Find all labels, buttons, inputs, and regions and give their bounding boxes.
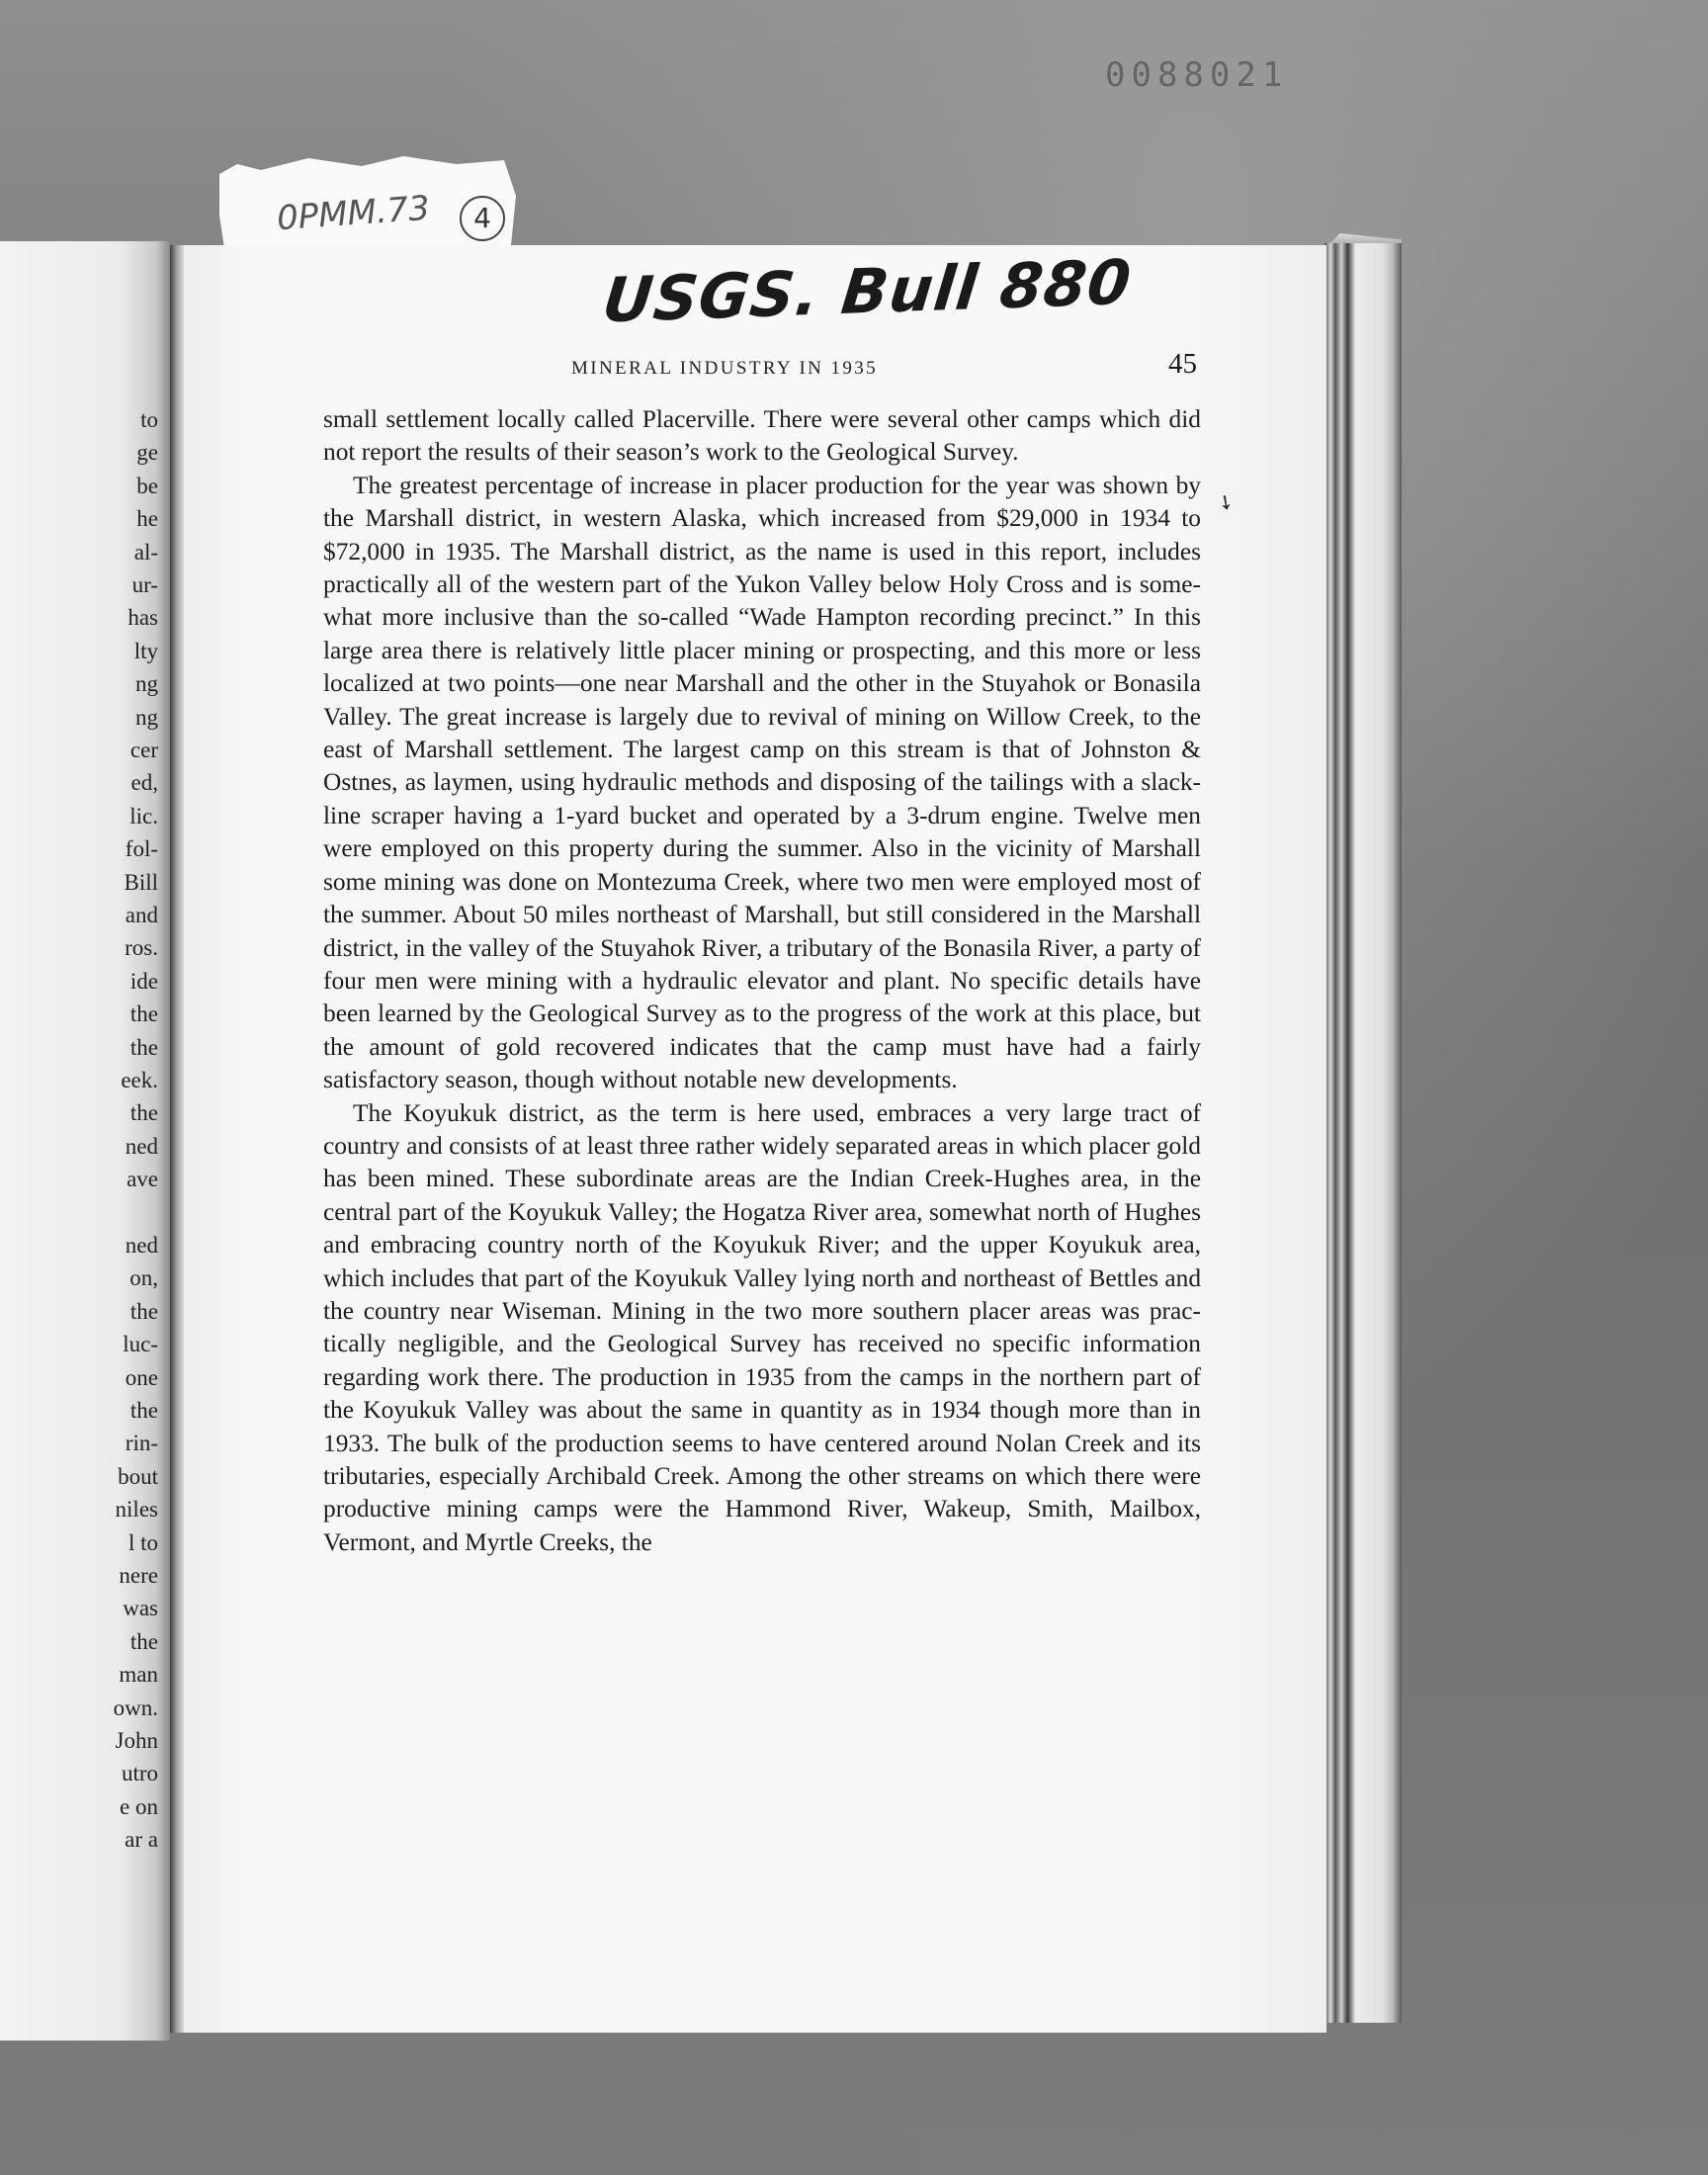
left-page-fragment: rin- bbox=[125, 1431, 158, 1456]
document-number-stamp: 0088021 bbox=[1105, 55, 1289, 95]
left-page-fragment: e on bbox=[120, 1793, 158, 1819]
left-page-fragment: ned bbox=[125, 1133, 158, 1159]
left-page-fragment: luc- bbox=[123, 1332, 158, 1357]
left-page-fragment: nere bbox=[119, 1563, 158, 1588]
left-page-fragment: has bbox=[128, 605, 158, 631]
left-page-fragment: the bbox=[129, 1034, 158, 1060]
left-page-fragment: ng bbox=[135, 704, 158, 730]
left-page-fragment: al- bbox=[133, 539, 158, 565]
left-page-fragment: one bbox=[125, 1364, 158, 1390]
left-page-fragment: was bbox=[123, 1596, 158, 1621]
left-page-fragment: lic. bbox=[129, 803, 158, 828]
left-page-fragment: he bbox=[136, 506, 158, 532]
left-page-fragment: own. bbox=[113, 1695, 158, 1720]
left-page-fragment: the bbox=[129, 1001, 158, 1027]
left-page-fragment: John bbox=[115, 1728, 158, 1753]
left-page-fragment: ur- bbox=[131, 572, 158, 597]
left-page-fragment: lty bbox=[133, 638, 158, 663]
left-page-fragment: ge bbox=[136, 440, 158, 466]
left-page-fragment: and bbox=[125, 903, 158, 927]
left-page-fragment: to bbox=[140, 407, 158, 432]
tag-label: 0PMM.73 bbox=[275, 188, 432, 239]
body-text bbox=[323, 403, 1201, 1559]
paragraph: The Koyukuk district, as the term is here used, embraces a very large tract of country and consists of at least three rather widely separated areas in which placer gold has been mined. These subordinate areas are the Indian Creek-Hughes area, in the central part of the Koyukuk Valley; the Hogatza River area, somewhat north of Hughes and embracing country north of the Koyukuk River; and the upper Koyukuk area, which includes that part of the Koyukuk Valley lying north and northeast of Bettles and the country near Wiseman. Mining in the two more southern placer areas was practically negligible, and the Geological Survey has received no specific information regarding work there. The production in 1935 from the camps in the northern part of the Koyukuk Valley was about the same in quantity as in 1934 though more than in 1933. The bulk of the production seems to have centered around Nolan Creek and its tributaries, especially Archibald Creek. Among the other streams on which there were productive mining camps were the Hammond River, Wakeup, Smith, Mailbox, Vermont, and Myrtle Creeks, the bbox=[323, 1098, 1202, 1556]
left-page-fragment: the bbox=[129, 1398, 158, 1423]
left-page-fragment: ar a bbox=[125, 1827, 158, 1853]
stray-mark-icon: ➘ bbox=[1212, 487, 1240, 517]
left-page-fragment: ng bbox=[135, 671, 158, 697]
handwritten-annotation: USGS. Bull 880 bbox=[599, 245, 1136, 337]
book-page-edges bbox=[1324, 243, 1402, 2023]
left-page-fragment: the bbox=[129, 1628, 158, 1654]
left-page-fragment: ned bbox=[125, 1233, 158, 1258]
paragraph: small settlement locally called Placerville. There were several other camps which did not report the results of their season’s work to the Geological Survey. bbox=[323, 405, 1201, 467]
left-page-fragment: the bbox=[129, 1100, 158, 1126]
left-page-fragment: ros. bbox=[125, 935, 158, 961]
left-page-fragment: Bill bbox=[124, 869, 158, 895]
left-page-fragment: ave bbox=[127, 1167, 158, 1192]
left-page-edge bbox=[0, 241, 170, 2041]
left-page-fragment: be bbox=[136, 473, 158, 498]
left-page-fragment: niles bbox=[115, 1497, 158, 1522]
left-page-fragment: on, bbox=[129, 1265, 158, 1291]
left-page-fragment: ed, bbox=[130, 770, 158, 796]
paragraph: The greatest percentage of increase in placer production for the year was shown by the Marshall district, in western Alaska, which increased from $29,000 in 1934 to $72,000 in 1935. The Marshall district, as the name is used in this report, includes practically all of the western part of the Yukon Valley below Holy Cross and is somewhat more inclusive than the so-called “Wade Hampton recording precinct.” In this large area there is relatively little placer mining or prospecting, and this more or less localized at two points—one near Marshall and the other in the Stuyahok or Bonasila Valley. The great increase is largely due to revival of mining on Willow Creek, to the east of Marshall settlement. The largest camp on this stream is that of Johnston & Ostnes, as laymen, using hydraulic methods and disposing of the tailings with a slack-line scraper having a 1-yard bucket and operated by a 3-drum engine. Twelve men were employed on this property during the summer. Also in the vicinity of Marshall some mining was done on Montezuma Creek, where two men were employed most of the summer. About 50 miles northeast of Marshall, but still considered in the Marshall district, in the valley of the Stuyahok River, a tributary of the Bonasila River, a party of four men were mining with a hydraulic elevator and plant. No specific details have been learned by the Geological Survey as to the progress of the work at this place, but the amount of gold recovered indicates that the camp must have had a fairly satisfactory season, though without notable new developments. bbox=[323, 471, 1201, 1094]
left-page-fragment: the bbox=[129, 1298, 158, 1324]
running-head: MINERAL INDUSTRY IN 1935 bbox=[571, 358, 879, 379]
book-gutter bbox=[170, 245, 184, 2033]
left-page-fragment: man bbox=[119, 1662, 158, 1688]
left-page-fragment: cer bbox=[129, 738, 158, 762]
tag-circled-number: 4 bbox=[460, 196, 505, 241]
left-page-fragment: fol- bbox=[125, 836, 158, 862]
left-page-fragment: ide bbox=[129, 968, 158, 994]
left-page-fragment: l to bbox=[128, 1529, 158, 1555]
page-number: 45 bbox=[1168, 348, 1197, 380]
left-page-fragment: bout bbox=[118, 1463, 158, 1489]
left-page-fragment: utro bbox=[121, 1761, 158, 1786]
left-page-fragment: eek. bbox=[121, 1068, 158, 1092]
